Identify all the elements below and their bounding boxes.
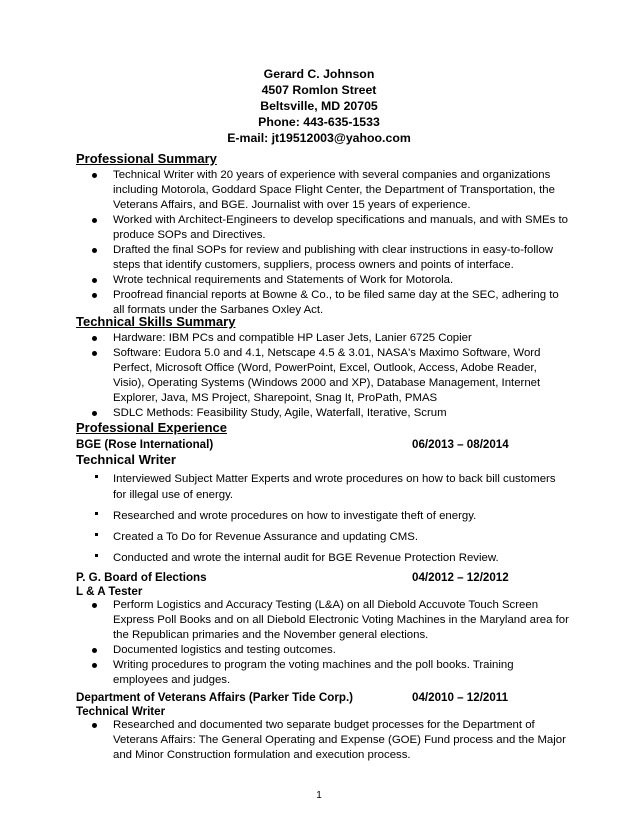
bullet-icon [92, 603, 97, 608]
list-item: SDLC Methods: Feasibility Study, Agile, Waterfall, Iterative, Scrum [91, 406, 569, 421]
employment-dates: 04/2010 – 12/2011 [412, 691, 509, 704]
list-item: Created a To Do for Revenue Assurance and updating CMS. [91, 529, 569, 545]
job-title: L & A Tester [76, 585, 143, 598]
list-item: Drafted the final SOPs for review and publishing with clear instructions in easy-to-follow steps that identify customers, suppliers, process owners and points of interface. [91, 243, 569, 273]
list-item: Writing procedures to program the voting machines and the poll books. Training employees and judges. [91, 658, 569, 688]
bullet-icon [92, 218, 97, 223]
street-address: 4507 Romlon Street [261, 83, 377, 97]
summary-list [91, 168, 569, 318]
bullet-icon [92, 351, 97, 356]
list-item: Researched and wrote procedures on how to investigate theft of energy. [91, 508, 569, 524]
bullet-icon [95, 512, 98, 515]
applicant-name: Gerard C. Johnson [263, 67, 375, 81]
bullet-icon [92, 723, 97, 728]
bullet-icon [95, 554, 98, 557]
job-title: Technical Writer [76, 705, 166, 718]
bullet-icon [92, 293, 97, 298]
employment-dates: 04/2012 – 12/2012 [412, 571, 509, 584]
skills-heading: Technical Skills Summary [76, 314, 236, 329]
list-item: Interviewed Subject Matter Experts and wrote procedures on how to back bill customers for illegal use of energy. [91, 471, 569, 503]
summary-heading: Professional Summary [76, 151, 217, 166]
job-header [76, 570, 576, 585]
job-duties-list [91, 471, 569, 571]
list-item: Technical Writer with 20 years of experience with several companies and organizations including Motorola, Goddard Space Flight Center, the Department of Transportation, the Veterans Affairs, and BGE. Journalist with over 15 years of experience. [91, 168, 569, 213]
contact-header [0, 66, 638, 146]
bullet-icon [95, 533, 98, 536]
list-item: Perform Logistics and Accuracy Testing (L&A) on all Diebold Accuvote Touch Screen Express Poll Books and on all Diebold Electronic Voting Machines in the Maryland area for the Republican primaries and the November general elections. [91, 598, 569, 643]
job-duties-list [91, 718, 569, 763]
bullet-icon [92, 648, 97, 653]
bullet-icon [92, 663, 97, 668]
bullet-icon [92, 173, 97, 178]
list-item: Documented logistics and testing outcomes. [91, 643, 569, 658]
employer-name: Department of Veterans Affairs (Parker Tide Corp.) [76, 691, 354, 704]
bullet-icon [92, 336, 97, 341]
experience-heading: Professional Experience [76, 420, 228, 435]
bullet-icon [95, 475, 98, 478]
city-state-zip: Beltsville, MD 20705 [260, 99, 378, 113]
employer-name: BGE (Rose International) [76, 438, 214, 451]
bullet-icon [92, 411, 97, 416]
page-number: 1 [316, 790, 322, 801]
skills-list [91, 331, 569, 421]
list-item: Researched and documented two separate budget processes for the Department of Veterans Affairs: The General Operating and Expense (GOE) Fund process and the Major and Minor Construction formulation and execution process. [91, 718, 569, 763]
bullet-icon [92, 278, 97, 283]
job-title: Technical Writer [76, 452, 176, 467]
list-item: Software: Eudora 5.0 and 4.1, Netscape 4.5 & 3.01, NASA's Maximo Software, Word Perfect, Microsoft Office (Word, PowerPoint, Excel, Outlook, Access, Adobe Reader, Visio), Operating Systems (Windows 2000 and XP), Database Management, Internet Explorer, Java, MS Project, Sharepoint, Snag It, ProPath, PMAS [91, 346, 569, 406]
job-duties-list [91, 598, 569, 688]
list-item: Conducted and wrote the internal audit for BGE Revenue Protection Review. [91, 550, 569, 566]
employment-dates: 06/2013 – 08/2014 [412, 438, 509, 451]
job-header [76, 690, 576, 705]
job-header [76, 437, 576, 452]
list-item: Wrote technical requirements and Statements of Work for Motorola. [91, 273, 569, 288]
list-item: Worked with Architect-Engineers to develop specifications and manuals, and with SMEs to produce SOPs and Directives. [91, 213, 569, 243]
email-address: E-mail: jt19512003@yahoo.com [227, 131, 411, 145]
phone-number: Phone: 443-635-1533 [258, 115, 380, 129]
bullet-icon [92, 248, 97, 253]
list-item: Proofread financial reports at Bowne & Co., to be filed same day at the SEC, adhering to all formats under the Sarbanes Oxley Act. [91, 288, 569, 318]
list-item: Hardware: IBM PCs and compatible HP Laser Jets, Lanier 6725 Copier [91, 331, 569, 346]
employer-name: P. G. Board of Elections [76, 571, 207, 584]
